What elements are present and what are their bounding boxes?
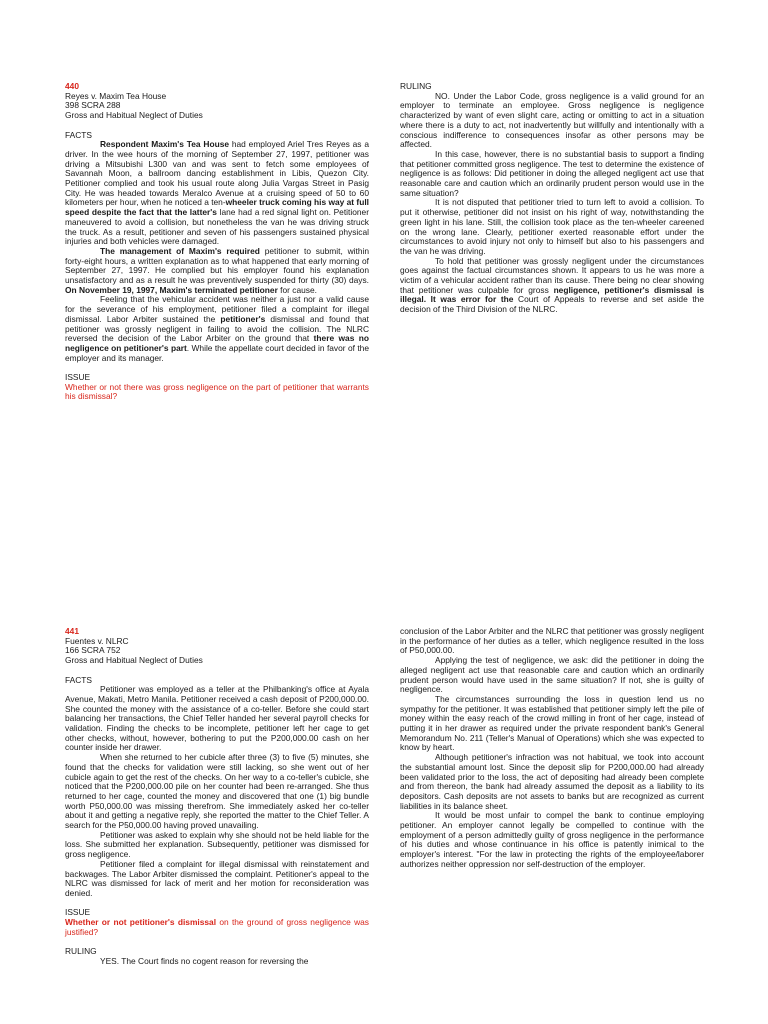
facts-paragraph: The management of Maxim's required petitioner to submit, within forty-eight hours, a written explanation as to what happened that early morning of September 27, 1997. He complied but his employer found his explanation unsatisfactory and as a result he was preventively suspended for thirty (30) days. On November 19, 1997, Maxim's terminated petitioner for cause. — [65, 245, 369, 295]
case-topic: Gross and Habitual Neglect of Duties — [65, 110, 203, 121]
ruling-paragraph: It would be most unfair to compel the bank to continue employing petitioner. An employer cannot legally be compelled to continue with the employment of a person admittedly guilty of gross negligence in the performance of his duties and whose continuance in his office is patently inimical to the employer's interest. "For the law in protecting the rights of the employee/laborer authorizes neither oppression nor self-destruction of the employer. — [400, 810, 704, 869]
ruling-heading: RULING — [65, 946, 97, 957]
facts-heading: FACTS — [65, 129, 92, 140]
ruling-paragraph: conclusion of the Labor Arbiter and the NLRC that petitioner was grossly negligent in the performance of her duties as a teller, which negligence resulted in the loss of P50,000.00. — [400, 626, 705, 656]
facts-paragraph: Respondent Maxim's Tea House had employed Ariel Tres Reyes as a driver. In the wee hours of the morning of September 27, 1997, petitioner was driving a Mitsubishi L300 van and was sent to fetch some employees of Savannah Moon, a ballroom dancing establishment in Libis, Quezon City. Petitioner complied and took his usual route along Julia Vargas Street in Pasig City. He was headed towards Meralco Avenue at a cruising speed of 50 to 60 kilometers per hour, when he noticed a ten-wheeler truck coming his way at full speed despite the fact that the latter's lane had a red signal light on. Petitioner maneuvered to avoid a collision, but nonetheless the van he was driving struck the truck. As a result, petitioner and seven of his passengers sustained physical injuries and both vehicles were damaged. — [65, 139, 369, 247]
facts-paragraph: Feeling that the vehicular accident was neither a just nor a valid cause for the severance of his employment, petitioner filed a complaint for illegal dismissal. Labor Arbiter sustained the petitioner's dismissal and found that petitioner was grossly negligent in failing to avoid the collision. The NLRC reversed the decision of the Labor Arbiter on the ground that there was no negligence on petitioner's part. While the appellate court decided in favor of the employer and its manager. — [65, 294, 369, 363]
ruling-heading: RULING — [400, 81, 432, 91]
case-440-left-column — [65, 82, 369, 402]
ruling-paragraph: To hold that petitioner was grossly negligent under the circumstances goes against the factual circumstances shown. It appears to us he was more a victim of a vehicular accident rather than its cause. There being no clear showing that petitioner was culpable for gross negligence, petitioner's dismissal is illegal. It was error for the Court of Appeals to reverse and set aside the decision of the Third Division of the NLRC. — [400, 255, 704, 315]
issue-text: Whether or not petitioner's dismissal on the ground of gross negligence was justified? — [65, 917, 369, 937]
case-441-right-column — [400, 627, 704, 870]
facts-paragraph: Petitioner was asked to explain why she should not be held liable for the loss. She submitted her explanation. Subsequently, petitioner was dismissed for gross negligence. — [65, 829, 369, 860]
facts-paragraph: Petitioner was employed as a teller at the Philbanking's office at Ayala Avenue, Makati, Metro Manila. Petitioner received a cash deposit of P200,000.00. She counted the money with the assistance of a co-teller. Before she could start balancing her transactions, the Chief Teller handed her several payroll checks for validation. Finding the checks to be incomplete, petitioner left her cage to get other checks, without, however, bothering to put the P200,000.00 cash on her counter inside her drawer. — [65, 684, 369, 753]
facts-heading: FACTS — [65, 674, 92, 685]
ruling-paragraph: In this case, however, there is no substantial basis to support a finding that petitioner committed gross negligence. The test to determine the existence of negligence is as follows: Did petitioner in doing the alleged negligent act use that reasonable care and caution which an ordinarily prudent person would use in the same situation? — [400, 148, 704, 198]
case-citation: 398 SCRA 288 — [65, 100, 121, 111]
ruling-paragraph: Applying the test of negligence, we ask: did the petitioner in doing the alleged negligent act use that reasonable care and caution which an ordinarily prudent person would have used in the same situation? If not, she is guilty of negligence. — [400, 655, 704, 695]
ruling-paragraph: YES. The Court finds no cogent reason for reversing the — [100, 955, 309, 966]
ruling-paragraph: NO. Under the Labor Code, gross negligence is a valid ground for an employer to terminate an employee. Gross negligence is negligence characterized by want of even slight care, acting or omitting to act in a situation where there is a duty to act, not inadvertently but willfully and intentionally with a conscious indifference to consequences insofar as other persons may be affected. — [400, 90, 704, 150]
ruling-paragraph: The circumstances surrounding the loss in question lend us no sympathy for the petitioner. It was established that petitioner simply left the pile of money within the easy reach of the crowd milling in front of her cage, instead of putting it in her drawer as required under the private respondent bank's General Memorandum No. 211 (Teller's Manual of Operations) which she was expected to know by heart. — [400, 693, 704, 753]
issue-heading: ISSUE — [65, 907, 91, 918]
case-440-right-column — [400, 82, 704, 315]
facts-paragraph: When she returned to her cubicle after three (3) to five (5) minutes, she found that the checks for validation were still lacking, so she went out of her cubicle again to get the rest of the checks. On her way to a co-teller's cubicle, she noticed that the P200,000.00 pile on her counter had been re-arranged. She thus returned to her cage, counted the money and discovered that one (1) big bundle worth P50,000.00 was missing therefrom. She immediately asked her co-teller about it and getting a negative reply, she reported the matter to the Chief Teller. A search for the P50,000.00 having proved unavailing. — [65, 752, 369, 831]
case-number: 440 — [65, 81, 79, 91]
issue-text: Whether or not there was gross negligence on the part of petitioner that warrants his dismissal? — [65, 381, 369, 402]
ruling-paragraph: It is not disputed that petitioner tried to turn left to avoid a collision. To put it otherwise, petitioner did not insist on his right of way, notwithstanding the green light in his lane. Still, the collision took place as the ten-wheeler careened on the wrong lane. Clearly, petitioner exerted reasonable effort under the circumstances to avoid injury not only to himself but also to his passengers and the van he was driving. — [400, 197, 704, 256]
case-topic: Gross and Habitual Neglect of Duties — [65, 655, 203, 666]
case-441-left-column — [65, 627, 369, 967]
facts-paragraph: Petitioner filed a complaint for illegal dismissal with reinstatement and backwages. The Labor Arbiter dismissed the complaint. Petitioner's appeal to the NLRC was dismissed for lack of merit and her motion for reconsideration was denied. — [65, 858, 369, 898]
ruling-paragraph: Although petitioner's infraction was not habitual, we took into account the substantial amount lost. Since the deposit slip for P200,000.00 had already been validated prior to the loss, the act of depositing had already been complete and from thereon, the bank had already assumed the deposit as a liability to its depositors. Cash deposits are not assets to banks but are recognized as current liabilities in its balance sheet. — [400, 752, 704, 811]
issue-heading: ISSUE — [65, 372, 91, 383]
case-citation: 166 SCRA 752 — [65, 645, 121, 656]
case-title: Reyes v. Maxim Tea House — [65, 90, 167, 101]
case-number: 441 — [65, 626, 79, 636]
case-title: Fuentes v. NLRC — [65, 635, 129, 646]
